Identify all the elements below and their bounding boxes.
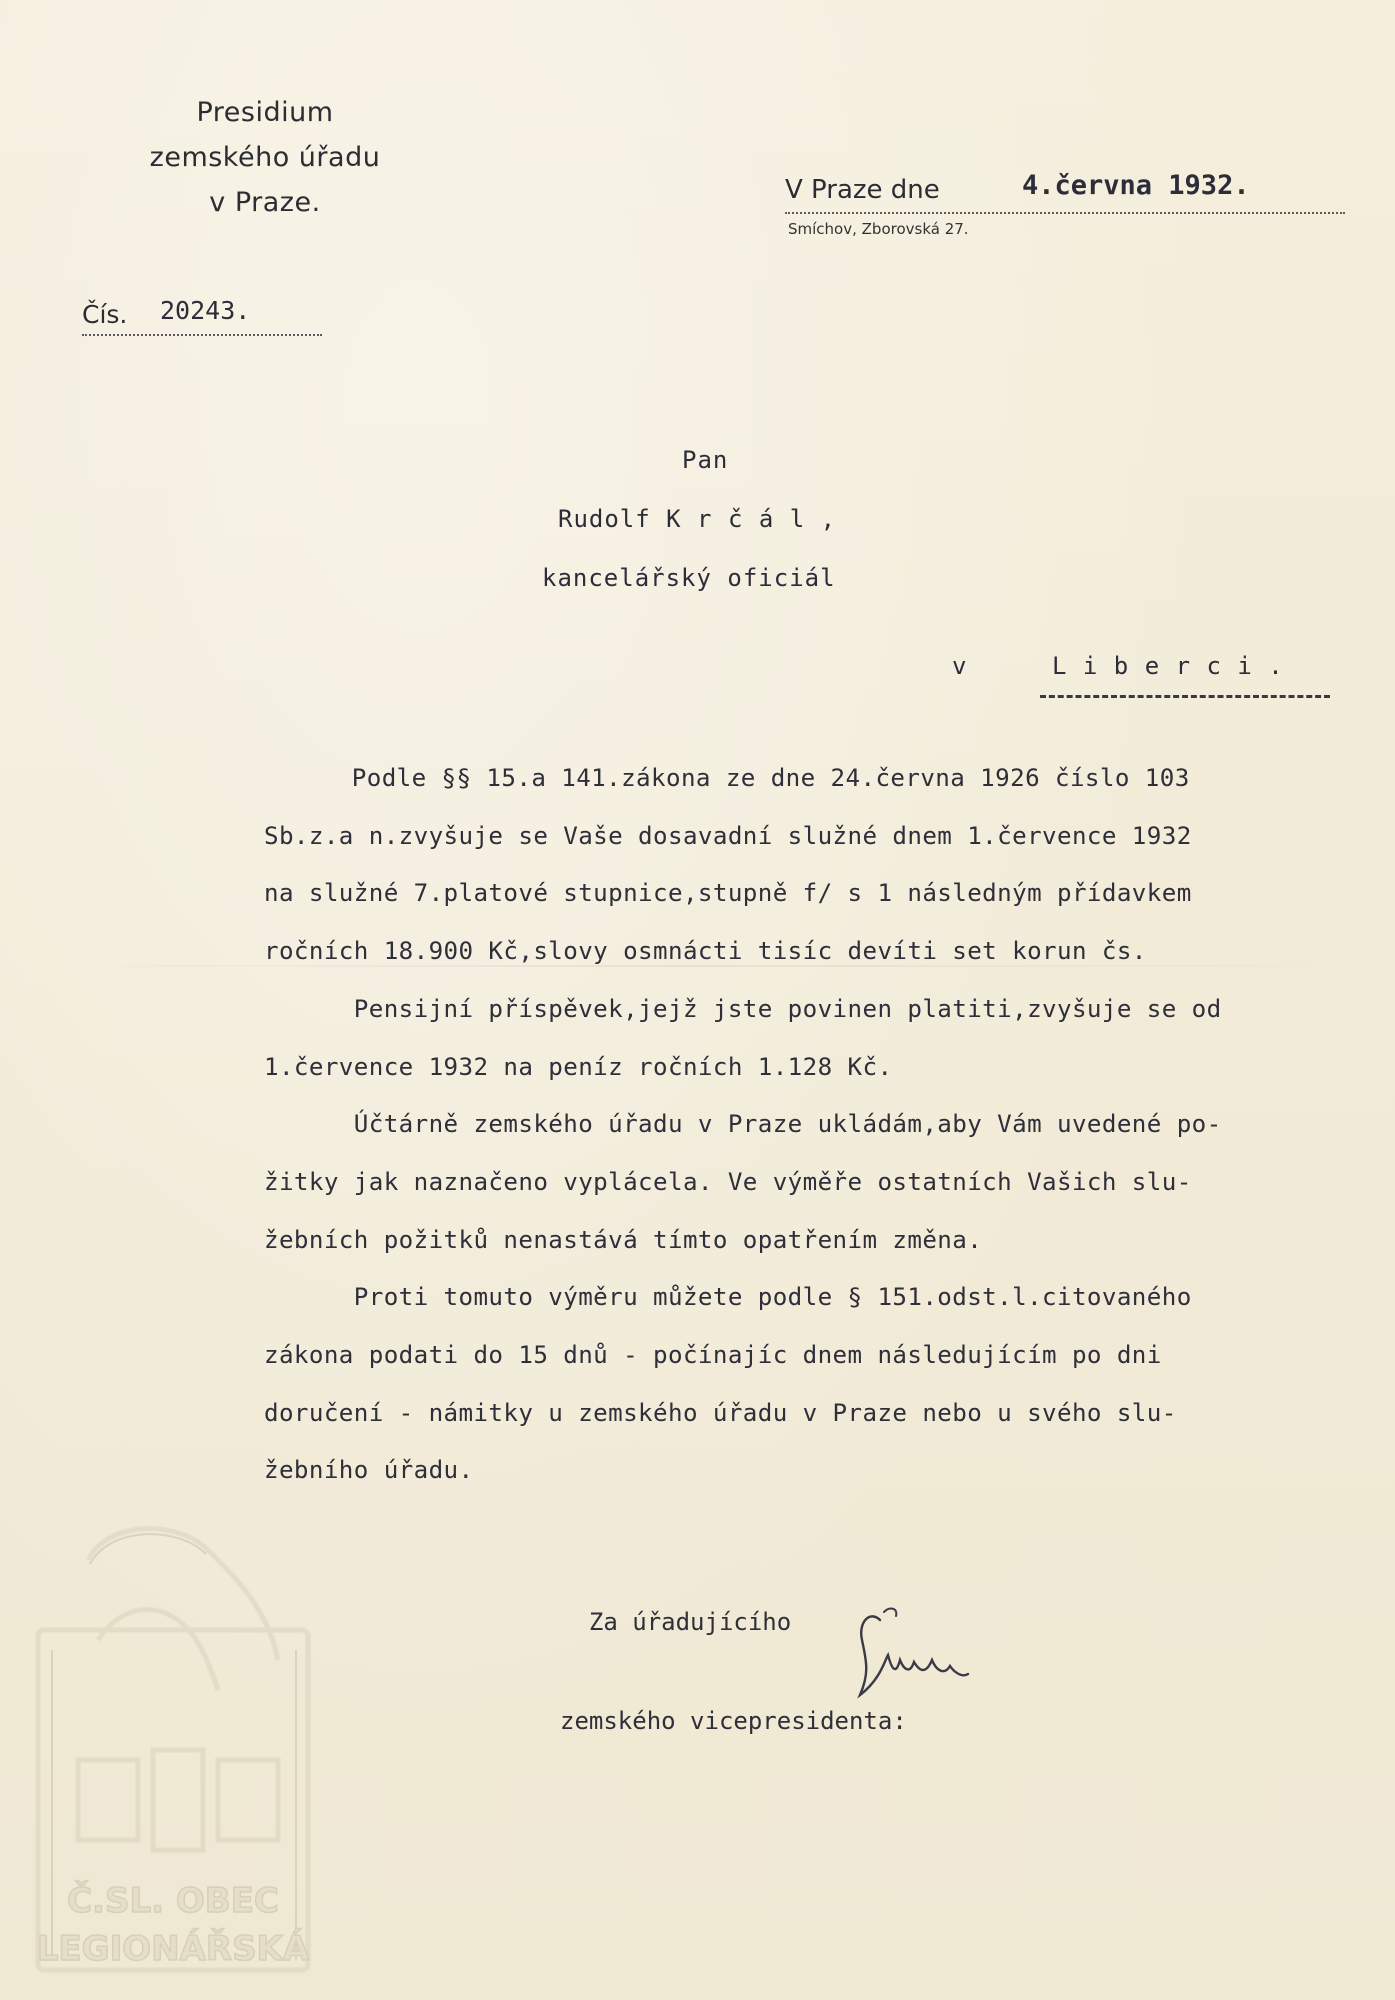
reference-label: Čís. (82, 300, 128, 329)
recipient-title: kancelářský oficiál (542, 564, 836, 592)
reference-dotted-line (82, 334, 322, 336)
recipient-city: L i b e r c i . (1052, 652, 1284, 680)
office-address: Smíchov, Zborovská 27. (788, 220, 969, 238)
letterhead-line: v Praze. (209, 187, 321, 218)
body-line: žebních požitků nenastává tímto opatřením změna. (264, 1225, 983, 1254)
body-line: na služné 7.platové stupnice,stupně f/ s 1 následným přídavkem (264, 879, 1192, 908)
place-label: V Praze dne (785, 175, 940, 205)
svg-text:LEGIONÁŘSKÁ: LEGIONÁŘSKÁ (36, 1929, 310, 1969)
body-line: 1.července 1932 na peníz ročních 1.128 Kč. (264, 1052, 893, 1081)
letter-body (264, 750, 1354, 1500)
recipient-salutation: Pan (682, 446, 729, 474)
body-line: ročních 18.900 Kč,slovy osmnácti tisíc devíti set korun čs. (264, 937, 1147, 966)
date-dotted-line (785, 212, 1345, 214)
handwritten-signature (840, 1600, 980, 1710)
recipient-name: Rudolf K r č á l , (558, 505, 837, 533)
letterhead (85, 90, 445, 225)
body-line: žebního úřadu. (264, 1456, 474, 1485)
reference-number: 20243. (160, 296, 251, 325)
recipient-prefix: v (952, 652, 968, 680)
embossed-seal (28, 1520, 318, 1980)
body-line: Sb.z.a n.zvyšuje se Vaše dosavadní služné dnem 1.července 1932 (264, 821, 1192, 850)
date-value: 4.června 1932. (1022, 170, 1250, 201)
body-line: zákona podati do 15 dnů - počínajíc dnem následujícím po dni (264, 1341, 1162, 1370)
body-line: Proti tomuto výměru můžete podle § 151.odst.l.citovaného (264, 1283, 1192, 1312)
signoff-line: Za úřadujícího (560, 1608, 792, 1636)
body-line: Účtárně zemského úřadu v Praze ukládám,aby Vám uvedené po- (264, 1110, 1222, 1139)
body-line: Pensijní příspěvek,jejž jste povinen platiti,zvyšuje se od (264, 994, 1222, 1023)
city-underline (1040, 695, 1330, 698)
body-line: doručení - námitky u zemského úřadu v Praze nebo u svého slu- (264, 1398, 1177, 1427)
letterhead-line: Presidium (196, 97, 334, 128)
body-line: žitky jak naznačeno vyplácela. Ve výměře ostatních Vašich slu- (264, 1167, 1192, 1196)
letterhead-line: zemského úřadu (149, 142, 381, 173)
signoff-line: zemského vicepresidenta: (560, 1707, 907, 1735)
svg-text:Č.SL. OBEC: Č.SL. OBEC (67, 1881, 279, 1921)
body-line: Podle §§ 15.a 141.zákona ze dne 24.června 1926 číslo 103 (262, 764, 1190, 792)
